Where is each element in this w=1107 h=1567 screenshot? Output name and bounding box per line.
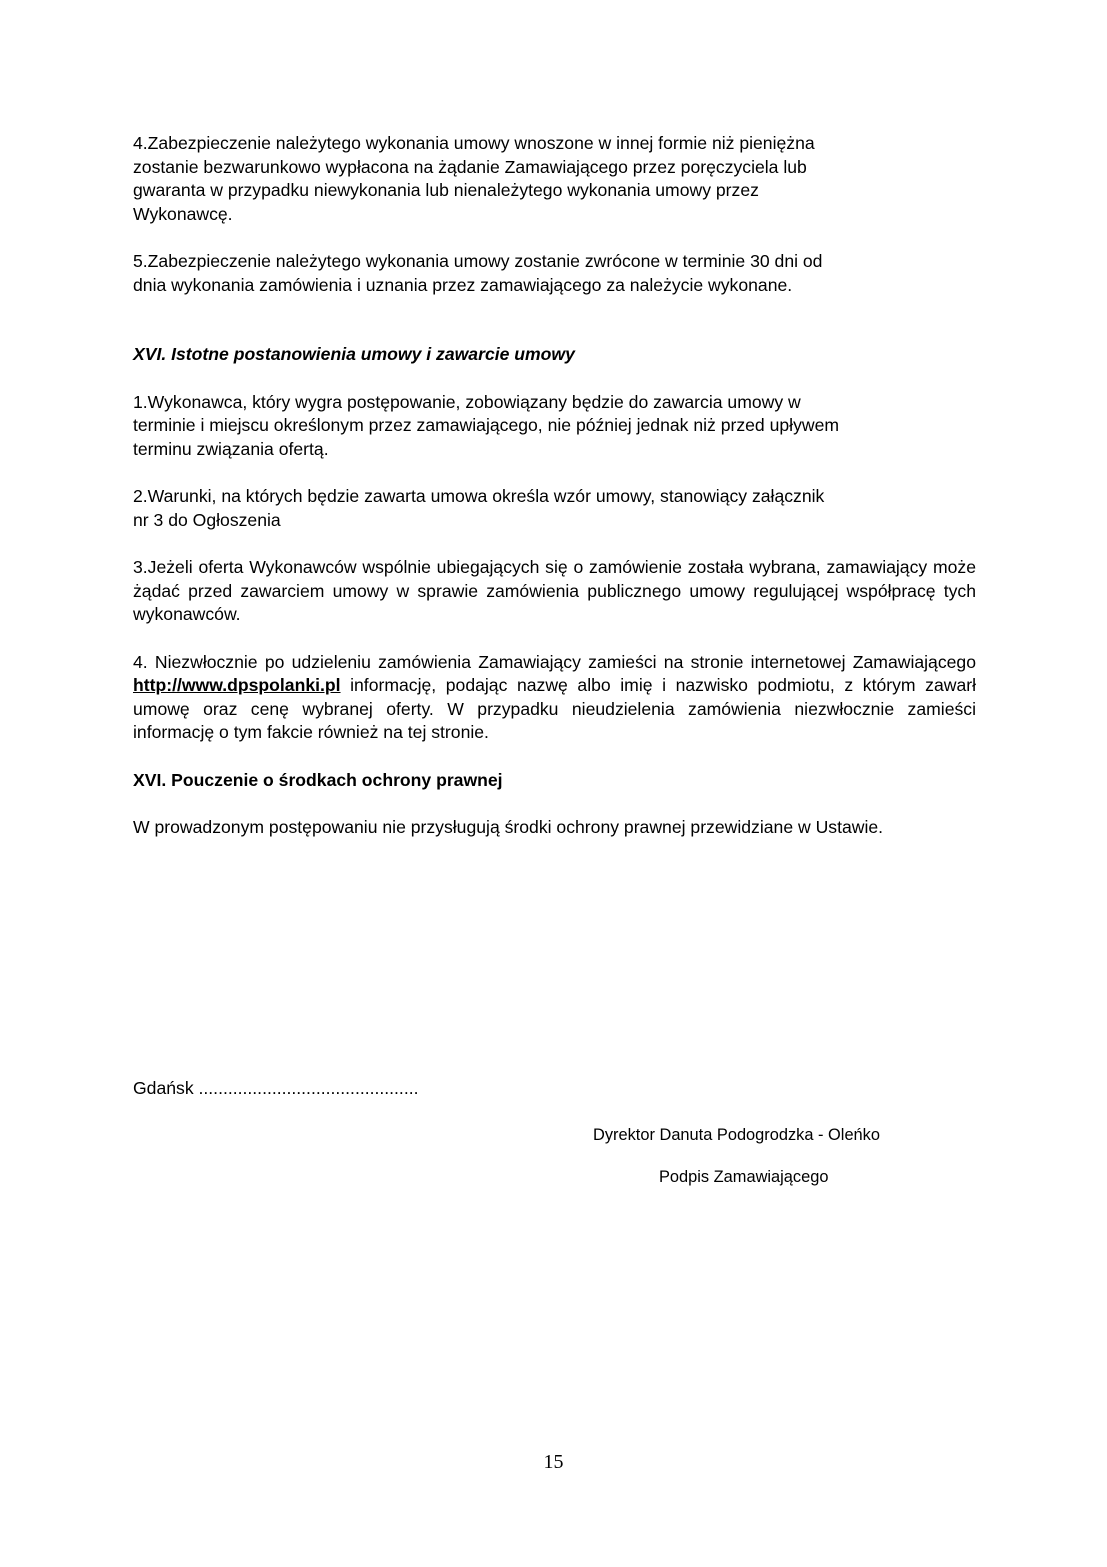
section-heading-contract-terms: XVI. Istotne postanowienia umowy i zawarcie umowy xyxy=(133,344,575,364)
paragraph-contract-3: 3.Jeżeli oferta Wykonawców wspólnie ubiegających się o zamówienie została wybrana, zamawiający może żądać przed zawarciem umowy w sprawie zamówienia publicznego umowy regulującej współpracę tych wykonawców. xyxy=(133,557,976,624)
section-heading-legal-remedies: XVI. Pouczenie o środkach ochrony prawnej xyxy=(133,769,503,790)
paragraph-contract-4-text-before: 4. Niezwłocznie po udzieleniu zamówienia Zamawiający zamieści na stronie internetowej Zamawiającego xyxy=(133,651,976,672)
paragraph-contract-4-text-after: informację, podając nazwę albo imię i nazwisko podmiotu, z którym zawarł umowę oraz cenę wybranej oferty. W przypadku nieudzielenia zamówienia niezwłocznie zamieści informację o tym fakcie również na tej stronie. xyxy=(133,675,976,742)
paragraph-security-4: 4.Zabezpieczenie należytego wykonania umowy wnoszone w innej formie niż pieniężna zostanie bezwarunkowo wypłacona na żądanie Zamawiającego przez poręczyciela lub gwaranta w przypadku niewykonania lub nienależytego wykonania umowy przez Wykonawcę. xyxy=(133,133,815,224)
paragraph-contract-1: 1.Wykonawca, który wygra postępowanie, zobowiązany będzie do zawarcia umowy w terminie i miejscu określonym przez zamawiającego, nie później jednak niż przed upływem terminu związania ofertą. xyxy=(133,391,840,459)
paragraph-contract-2: 2.Warunki, na których będzie zawarta umowa określa wzór umowy, stanowiący załącznik nr 3 do Ogłoszenia xyxy=(133,486,825,530)
signer-name: Dyrektor Danuta Podogrodzka - Oleńko xyxy=(593,1126,880,1144)
place-date-line: Gdańsk ............................................. xyxy=(133,1078,419,1098)
website-link[interactable]: http://www.dpspolanki.pl xyxy=(133,675,341,695)
paragraph-contract-4 xyxy=(133,651,976,745)
page-number: 15 xyxy=(543,1451,564,1473)
paragraph-legal-remedies: W prowadzonym postępowaniu nie przysługują środki ochrony prawnej przewidziane w Ustawie. xyxy=(133,817,884,837)
paragraph-security-5: 5.Zabezpieczenie należytego wykonania umowy zostanie zwrócone w terminie 30 dni od dnia wykonania zamówienia i uznania przez zamawiającego za należycie wykonane. xyxy=(133,251,823,295)
document-body xyxy=(133,132,976,864)
signature-label: Podpis Zamawiającego xyxy=(659,1168,829,1186)
